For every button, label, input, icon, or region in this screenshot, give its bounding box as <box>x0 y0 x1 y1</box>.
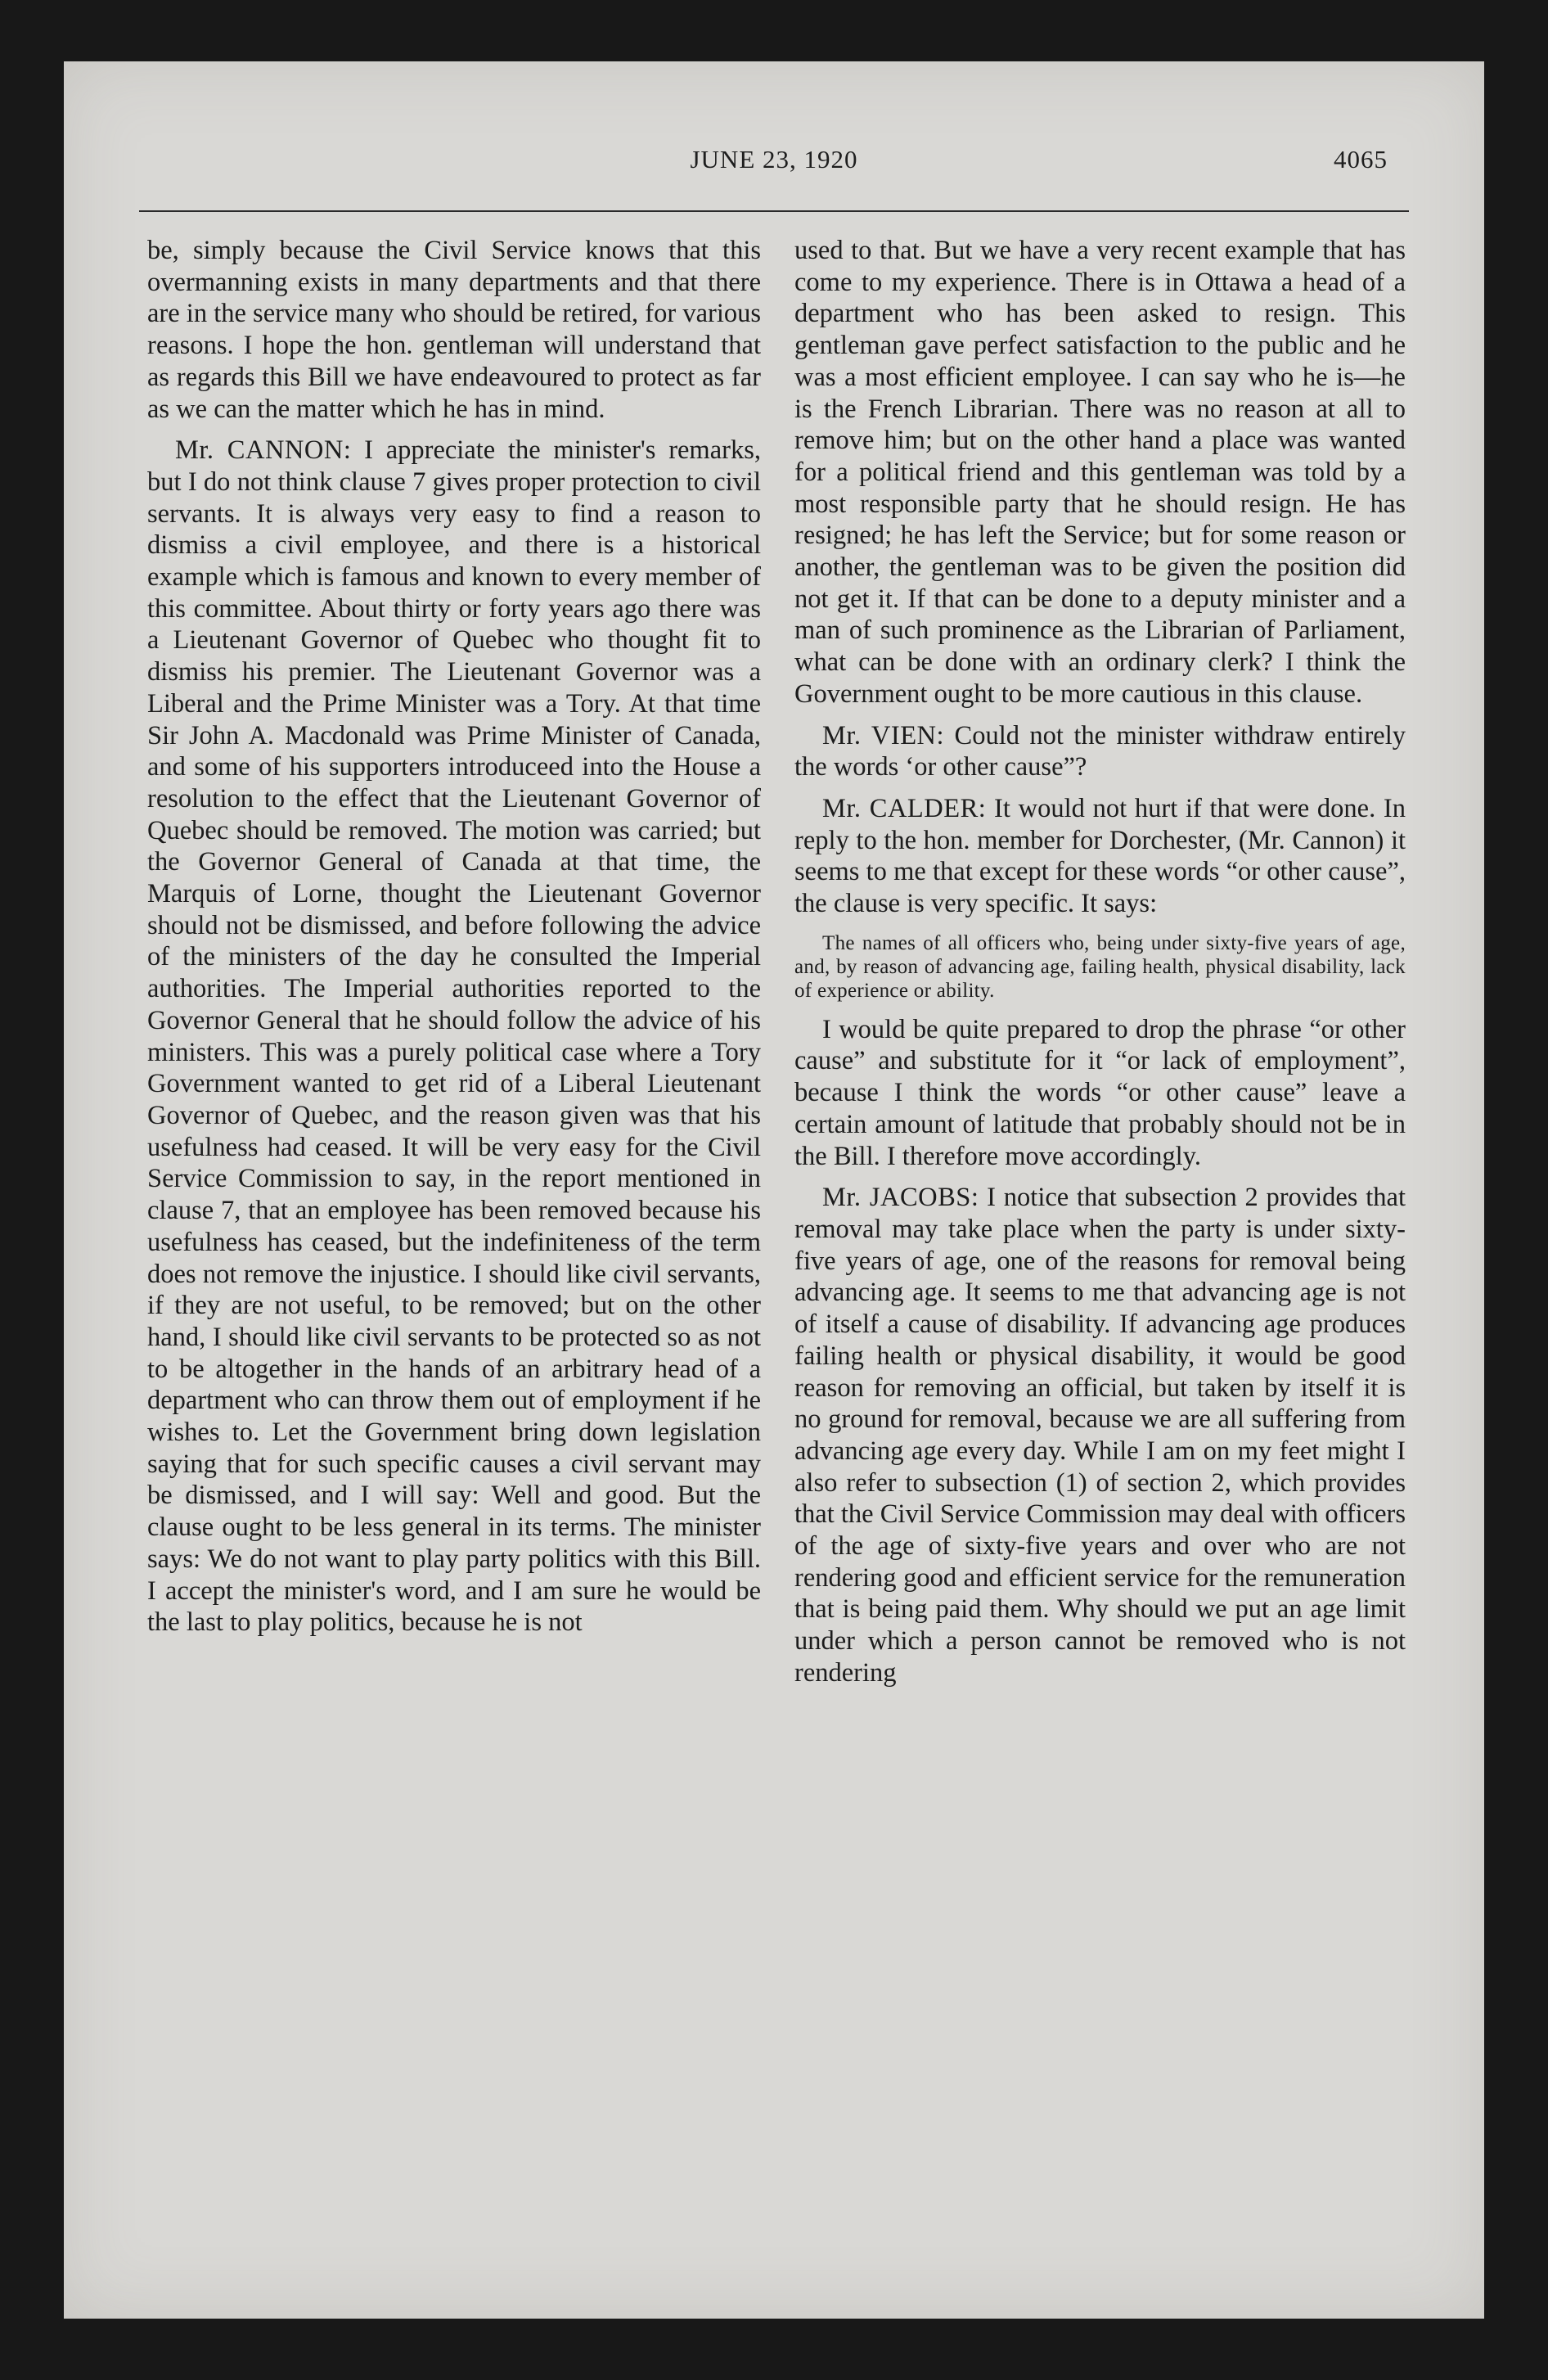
header-rule <box>139 210 1409 212</box>
speech-calder <box>794 793 1406 920</box>
speech-vien <box>794 720 1406 783</box>
speech-text: I notice that subsection 2 provides that removal may take place when the party is under sixty-five years of age, one of the reasons for removal being advancing age. It seems to me that advancing age is not of itself a cause of disability. If advancing age produces failing health or physical disability, it would be good reason for removing an official, but taken by itself it is no ground for removal, because we are all suffering from advancing age every day. While I am on my feet might I also refer to subsection (1) of section 2, which provides that the Civil Service Commission may deal with officers of the age of sixty-five years and over who are not rendering good and efficient service for the remuneration that is being paid them. Why should we put an age limit under which a person cannot be removed who is not rendering <box>794 1183 1406 1688</box>
speaker-name: Mr. CALDER: <box>822 793 987 823</box>
speech-calder-continued: I would be quite prepared to drop the phrase “or other cause” and substitute for it “or lack of employment”, because I think the words “or other cause” leave a certain amount of latitude that probably should not be in the Bill. I therefore move accordingly. <box>794 1014 1406 1171</box>
speech-text: I appreciate the minister's remarks, but I do not think clause 7 gives proper protection to civil servants. It is always very easy to find a reason to dismiss a civil employee, and there is a historical example which is famous and known to every member of this committee. About thirty or forty years ago there was a Lieutenant Governor of Quebec who thought fit to dismiss his premier. The Lieutenant Governor was a Liberal and the Prime Minister was a Tory. At that time Sir John A. Macdonald was Prime Minister of Canada, and some of his supporters introduceed into the House a resolution to the effect that the Lieutenant Governor of Quebec should be removed. The motion was carried; but the Governor General of Canada at that time, the Marquis of Lorne, thought the Lieutenant Governor should not be dismissed, and before following the advice of the ministers of the day he consulted the Imperial authorities. The Imperial authorities reported to the Governor General that he should follow the advice of his ministers. This was a purely political case where a Tory Government wanted to get rid of a Liberal Lieutenant Governor of Quebec, and the reason given was that his usefulness had ceased. It will be very easy for the Civil Service Commission to say, in the report mentioned in clause 7, that an employee has been removed because his usefulness has ceased, but the indefiniteness of the term does not remove the injustice. I should like civil servants, if they are not useful, to be removed; but on the other hand, I should like civil servants to be protected so as not to be altogether in the hands of an arbitrary head of a department who can throw them out of employment if he wishes to. Let the Government bring down legislation saying that for such specific causes a civil servant may be dismissed, and I will say: Well and good. But the clause ought to be less general in its terms. The minister says: We do not want to play party politics with this Bill. I accept the minister's word, and I am sure he would be the last to play politics, because he is not <box>147 435 761 1638</box>
continued-paragraph: used to that. But we have a very recent example that has come to my experience. There is in Ottawa a head of a department who has been asked to resign. This gentleman gave perfect satisfaction to the public and he was a most efficient employee. I can say who he is—he is the French Librarian. There was no reason at all to remove him; but on the other hand a place was wanted for a political friend and this gentleman was told by a most responsible party that he should resign. He has resigned; he has left the Service; but for some reason or another, the gentleman was to be given the position did not get it. If that can be done to a deputy minister and a man of such prominence as the Librarian of Parliament, what can be done with an ordinary clerk? I think the Government ought to be more cautious in this clause. <box>794 236 1406 709</box>
speaker-name: Mr. VIEN: <box>822 720 945 751</box>
hansard-page <box>64 61 1484 2319</box>
continued-paragraph: be, simply because the Civil Service knows that this overmanning exists in many departments and that there are in the service many who should be retired, for various reasons. I hope the hon. gentleman will understand that as regards this Bill we have endeavoured to protect as far as we can the matter which he has in mind. <box>147 236 761 424</box>
speaker-name: Mr. JACOBS: <box>822 1183 979 1213</box>
speech-text: It would not hurt if that were done. In reply to the hon. member for Dorchester, (Mr. Cannon) it seems to me that except for these words “or other cause”, the clause is very specific. It says: <box>794 793 1406 919</box>
speech-cannon <box>147 435 761 1639</box>
quoted-clause: The names of all officers who, being under sixty-five years of age, and, by reason of advancing age, failing health, physical disability, lack of experience or ability. <box>794 931 1406 1002</box>
left-column <box>147 235 761 1639</box>
speech-text: Could not the minister withdraw entirely the words ‘or other cause”? <box>794 720 1406 782</box>
speaker-name: Mr. CANNON: <box>175 435 352 466</box>
right-column <box>794 235 1406 1689</box>
running-head <box>64 145 1484 178</box>
page-number: 4065 <box>1334 145 1388 174</box>
speech-jacobs <box>794 1182 1406 1688</box>
page-date: JUNE 23, 1920 <box>690 145 858 174</box>
